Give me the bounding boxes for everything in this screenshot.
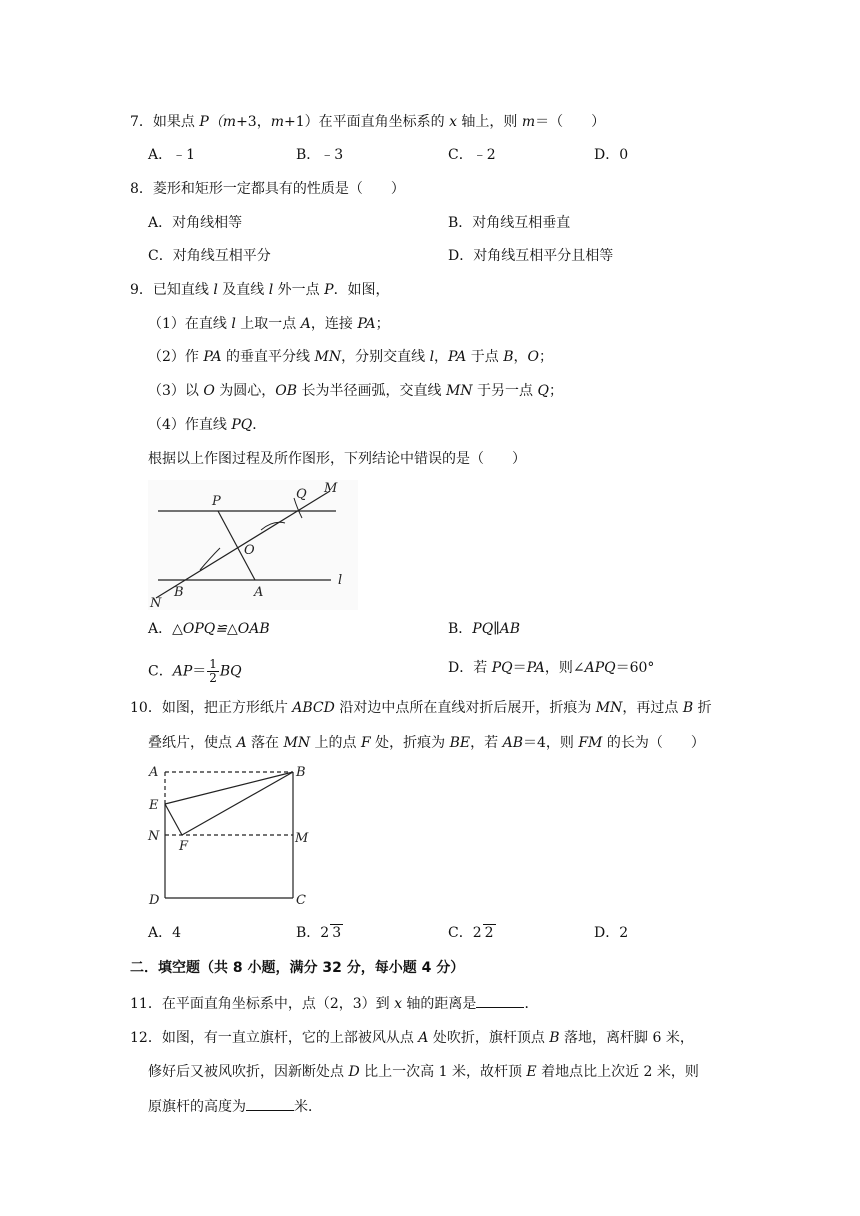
q12-answer-blank[interactable] <box>246 1096 294 1111</box>
q7-option-b: B．﹣3 <box>296 147 344 163</box>
q9-step-1: （1）在直线 l 上取一点 A，连接 PA； <box>148 316 390 332</box>
q9-label-p: P <box>212 494 221 509</box>
q11-stem: 11．在平面直角坐标系中，点（2，3）到 x 轴的距离是 ． <box>130 993 538 1014</box>
q9-option-a: A．△OPQ≌△OAB <box>148 621 270 637</box>
q12-line-1: 12．如图，有一直立旗杆，它的上部被风从点 A 处吹折，旗杆顶点 B 落地，离杆脚 6 米， <box>130 1030 694 1046</box>
q10-crease-be <box>165 772 293 804</box>
q9-question: 根据以上作图过程及所作图形，下列结论中错误的是（ ） <box>148 451 526 467</box>
q9-label-a: A <box>254 585 264 600</box>
q9-step-2: （2）作 PA 的垂直平分线 MN，分别交直线 l，PA 于点 B，O； <box>148 349 553 365</box>
q8-stem: 8．菱形和矩形一定都具有的性质是（ ） <box>130 181 405 197</box>
q10-label-e: E <box>149 798 159 813</box>
q10-label-a: A <box>149 765 159 780</box>
section-heading-fill-in: 二．填空题（共 8 小题，满分 32 分，每小题 4 分） <box>130 960 465 976</box>
q10-option-c: C．2 2 <box>448 925 494 941</box>
q9-option-d: D．若 PQ＝PA，则∠APQ＝60° <box>448 660 655 676</box>
q10-line-2: 叠纸片，使点 A 落在 MN 上的点 F 处，折痕为 BE，若 AB＝4，则 FM 的长为（ ） <box>148 735 705 751</box>
q9-label-m: M <box>324 481 338 496</box>
q10-line-1: 10．如图，把正方形纸片 ABCD 沿对边中点所在直线对折后展开，折痕为 MN，再过点 B 折 <box>130 700 712 716</box>
q7-stem: 7．如果点 P（m+3，m+1）在平面直角坐标系的 x 轴上，则 m＝（ ） <box>130 114 606 130</box>
fraction-one-half: $\frac{1}{2}$ <box>209 657 217 685</box>
q7-option-c: C．﹣2 <box>448 147 496 163</box>
q10-label-f: F <box>179 839 189 854</box>
sqrt-2: 2 <box>484 925 494 941</box>
q12-line-2: 修好后又被风吹折，因新断处点 D 比上一次高 1 米，故杆顶 E 着地点比上次近 2 米，则 <box>148 1064 699 1080</box>
q9-option-b: B．PQ∥AB <box>448 621 521 637</box>
q9-label-n: N <box>150 596 162 610</box>
q7-option-a: A．﹣1 <box>148 147 196 163</box>
q7-option-d: D．0 <box>594 147 629 163</box>
q9-step-3: （3）以 O 为圆心，OB 长为半径画弧，交直线 MN 于另一点 Q； <box>148 383 563 399</box>
q10-option-a: A．4 <box>148 925 182 941</box>
q8-option-b: B．对角线互相垂直 <box>448 215 571 231</box>
q8-option-a: A．对角线相等 <box>148 215 243 231</box>
q9-stem: 9．已知直线 l 及直线 l 外一点 P．如图， <box>130 282 390 298</box>
q10-label-n: N <box>148 829 160 844</box>
q10-label-m: M <box>295 831 309 846</box>
q11-answer-blank[interactable] <box>476 993 524 1008</box>
q9-label-q: Q <box>296 487 307 502</box>
q10-segment-ef <box>165 804 182 835</box>
q8-option-c: C．对角线互相平分 <box>148 248 271 264</box>
q9-option-c: C．AP＝ $\frac{1}{2}$ BQ <box>148 657 242 685</box>
q9-label-o: O <box>244 543 255 558</box>
q8-option-d: D．对角线互相平分且相等 <box>448 248 614 264</box>
q10-option-d: D．2 <box>594 925 629 941</box>
sqrt-3: 3 <box>332 925 342 941</box>
q9-label-l: l <box>338 573 343 588</box>
q9-step-4: （4）作直线 PQ． <box>148 417 267 433</box>
q9-figure <box>148 480 358 610</box>
q12-line-3: 原旗杆的高度为 米． <box>148 1096 322 1117</box>
q10-label-d: D <box>149 893 160 907</box>
q10-option-b: B．2 3 <box>296 925 342 941</box>
q10-segment-bf <box>182 772 293 835</box>
q9-label-b: B <box>174 585 184 600</box>
q10-label-c: C <box>296 893 306 907</box>
q10-label-b: B <box>296 765 306 780</box>
q10-figure <box>145 762 315 907</box>
